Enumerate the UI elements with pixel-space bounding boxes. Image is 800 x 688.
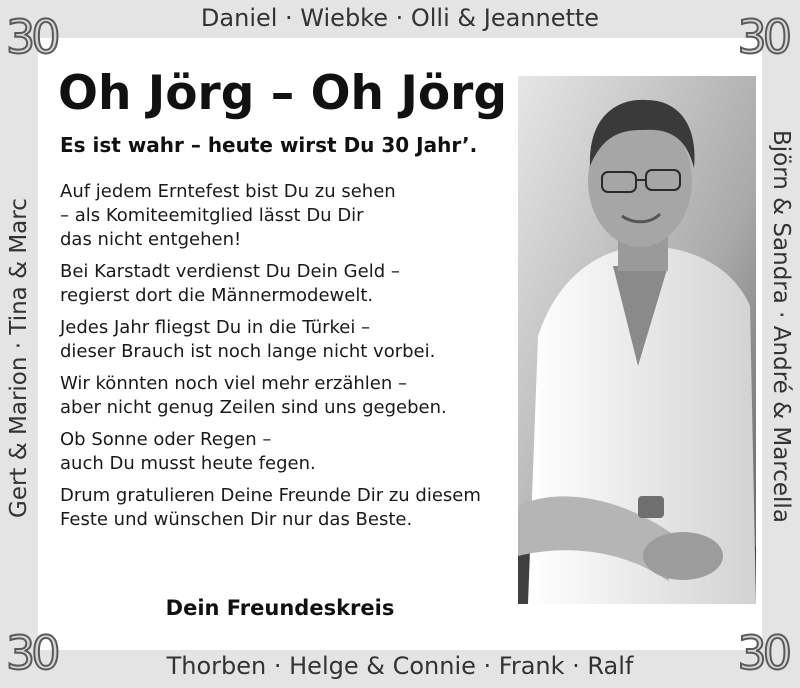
stanza (60, 260, 530, 308)
stanza (60, 428, 530, 476)
headline: Oh Jörg – Oh Jörg (58, 66, 507, 121)
poem-line: Auf jedem Erntefest bist Du zu sehen (60, 181, 396, 202)
stanza (60, 372, 530, 420)
poem-line: Bei Karstadt verdienst Du Dein Geld – (60, 261, 400, 282)
poem (60, 180, 530, 540)
poem-line: regierst dort die Männermodewelt. (60, 285, 374, 306)
poem-line: Jedes Jahr fliegst Du in die Türkei – (60, 317, 371, 338)
poem-line: dieser Brauch ist noch lange nicht vorbei. (60, 341, 436, 362)
names-bottom: Thorben · Helge & Connie · Frank · Ralf (166, 652, 634, 680)
portrait-photo (518, 76, 756, 604)
names-right: Björn & Sandra · André & Marcella (768, 130, 794, 523)
corner-number-top-right: 30 (737, 10, 788, 64)
poem-line: aber nicht genug Zeilen sind uns gegeben. (60, 397, 447, 418)
poem-line: Ob Sonne oder Regen – (60, 429, 272, 450)
poem-line: Drum gratulieren Deine Freunde Dir zu diesem (60, 485, 481, 506)
poem-line: – als Komiteemitglied lässt Du Dir (60, 205, 364, 226)
names-top: Daniel · Wiebke · Olli & Jeannette (200, 4, 600, 32)
stanza (60, 316, 530, 364)
portrait-illustration (518, 76, 756, 604)
poem-line: Wir könnten noch viel mehr erzählen – (60, 373, 408, 394)
corner-number-bottom-left: 30 (6, 626, 57, 680)
poem-line: das nicht entgehen! (60, 229, 242, 250)
corner-number-bottom-right: 30 (737, 626, 788, 680)
subline: Es ist wahr – heute wirst Du 30 Jahr’. (60, 133, 478, 157)
corner-number-top-left: 30 (6, 10, 57, 64)
signoff: Dein Freundeskreis (165, 596, 395, 620)
poem-line: Feste und wünschen Dir nur das Beste. (60, 509, 413, 530)
stanza (60, 484, 530, 532)
poem-line: auch Du musst heute fegen. (60, 453, 316, 474)
stanza (60, 180, 530, 252)
names-left: Gert & Marion · Tina & Marc (6, 198, 32, 518)
